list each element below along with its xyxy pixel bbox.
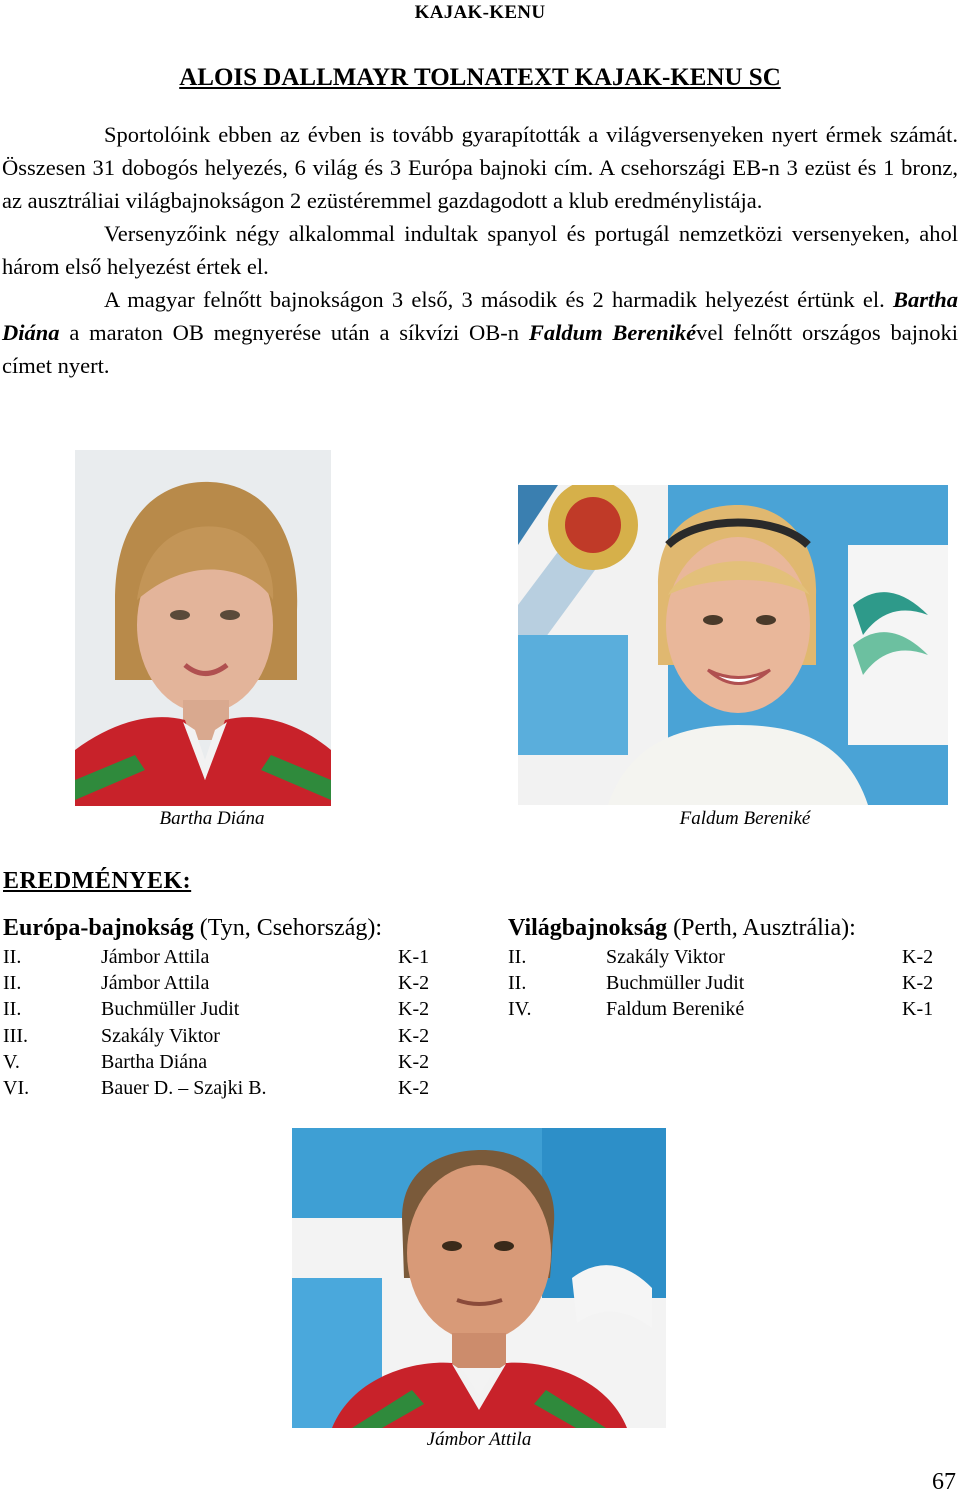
result-athlete: Bauer D. – Szajki B. xyxy=(101,1077,267,1100)
result-place: VI. xyxy=(3,1077,30,1100)
paragraph-2: Versenyzőink négy alkalommal indultak spanyol és portugál nemzetközi versenyeken, ahol három első helyezést értek el. xyxy=(2,221,958,279)
result-row xyxy=(3,996,448,1022)
result-athlete: Faldum Bereniké xyxy=(606,998,745,1021)
photo-faldum-bereniké xyxy=(518,485,948,805)
result-boat-class: K-2 xyxy=(398,998,430,1021)
p3-text-3: vel felnőtt országos bajnoki címet nyert. xyxy=(2,320,958,378)
european-championship-results xyxy=(3,912,448,1101)
result-athlete: Buchmüller Judit xyxy=(606,972,745,995)
caption-jambor: Jámbor Attila xyxy=(426,1429,532,1450)
result-boat-class: K-2 xyxy=(398,972,430,995)
result-row xyxy=(508,970,952,996)
result-row xyxy=(3,1075,448,1101)
result-athlete: Szakály Viktor xyxy=(101,1024,220,1047)
paragraph-3 xyxy=(2,283,958,382)
result-boat-class: K-2 xyxy=(398,1077,430,1100)
result-boat-class: K-2 xyxy=(902,972,934,995)
result-boat-class: K-1 xyxy=(398,946,430,968)
result-row xyxy=(3,970,448,996)
result-athlete: Jámbor Attila xyxy=(101,946,210,968)
photo-jambor-attila xyxy=(292,1128,666,1428)
european-title-location: (Tyn, Csehország): xyxy=(193,915,383,941)
result-boat-class: K-2 xyxy=(398,1024,430,1047)
result-athlete: Buchmüller Judit xyxy=(101,998,240,1021)
result-place: II. xyxy=(508,972,527,995)
result-place: II. xyxy=(508,946,527,968)
club-title: ALOIS DALLMAYR TOLNATEXT KAJAK-KENU SC xyxy=(179,64,781,91)
paragraph-1: Sportolóink ebben az évben is tovább gyarapították a világversenyeken nyert érmek számát. Összesen 31 dobogós helyezés, 6 világ és 3 Európa bajnoki cím. A csehországi EB-n 3 ezüst és 1 bronz, az ausztráliai világbajnokságon 2 ezüstéremmel gazdagodott a klub eredménylistája. xyxy=(2,122,958,213)
p3-text-2: a maraton OB megnyerése után a síkvízi OB-n xyxy=(59,320,529,345)
european-title-bold: Európa-bajnokság xyxy=(3,915,194,941)
result-place: V. xyxy=(3,1050,20,1073)
p3-text-1: A magyar felnőtt bajnokságon 3 első, 3 második és 2 harmadik helyezést értünk el. xyxy=(104,287,893,312)
result-row xyxy=(3,1023,448,1049)
result-boat-class: K-1 xyxy=(902,998,934,1021)
result-row xyxy=(508,944,952,970)
results-heading: EREDMÉNYEK: xyxy=(3,868,192,894)
world-championship-results xyxy=(508,912,952,1023)
athlete-name-bartha: Bartha Diána xyxy=(2,287,958,345)
european-championship-title xyxy=(3,912,448,944)
athlete-name-faldum: Faldum Bereniké xyxy=(528,320,697,345)
result-place: II. xyxy=(3,998,22,1021)
result-athlete: Bartha Diána xyxy=(101,1050,208,1073)
result-row xyxy=(3,1049,448,1075)
result-boat-class: K-2 xyxy=(398,1050,430,1073)
world-title-location: (Perth, Ausztrália): xyxy=(667,915,856,941)
result-place: IV. xyxy=(508,998,532,1021)
result-athlete: Jámbor Attila xyxy=(101,972,210,995)
page-number: 67 xyxy=(932,1469,956,1495)
result-row xyxy=(3,944,448,970)
photo-bartha-diana xyxy=(75,450,331,806)
result-boat-class: K-2 xyxy=(902,946,934,968)
article-body xyxy=(2,118,958,382)
result-place: II. xyxy=(3,946,22,968)
result-place: III. xyxy=(3,1024,28,1047)
section-label: KAJAK-KENU xyxy=(414,2,546,23)
world-championship-title xyxy=(508,912,952,944)
result-athlete: Szakály Viktor xyxy=(606,946,725,968)
world-title-bold: Világbajnokság xyxy=(508,915,668,941)
result-place: II. xyxy=(3,972,22,995)
result-row xyxy=(508,996,952,1022)
caption-bartha: Bartha Diána xyxy=(159,808,265,829)
caption-faldum: Faldum Bereniké xyxy=(679,808,811,829)
